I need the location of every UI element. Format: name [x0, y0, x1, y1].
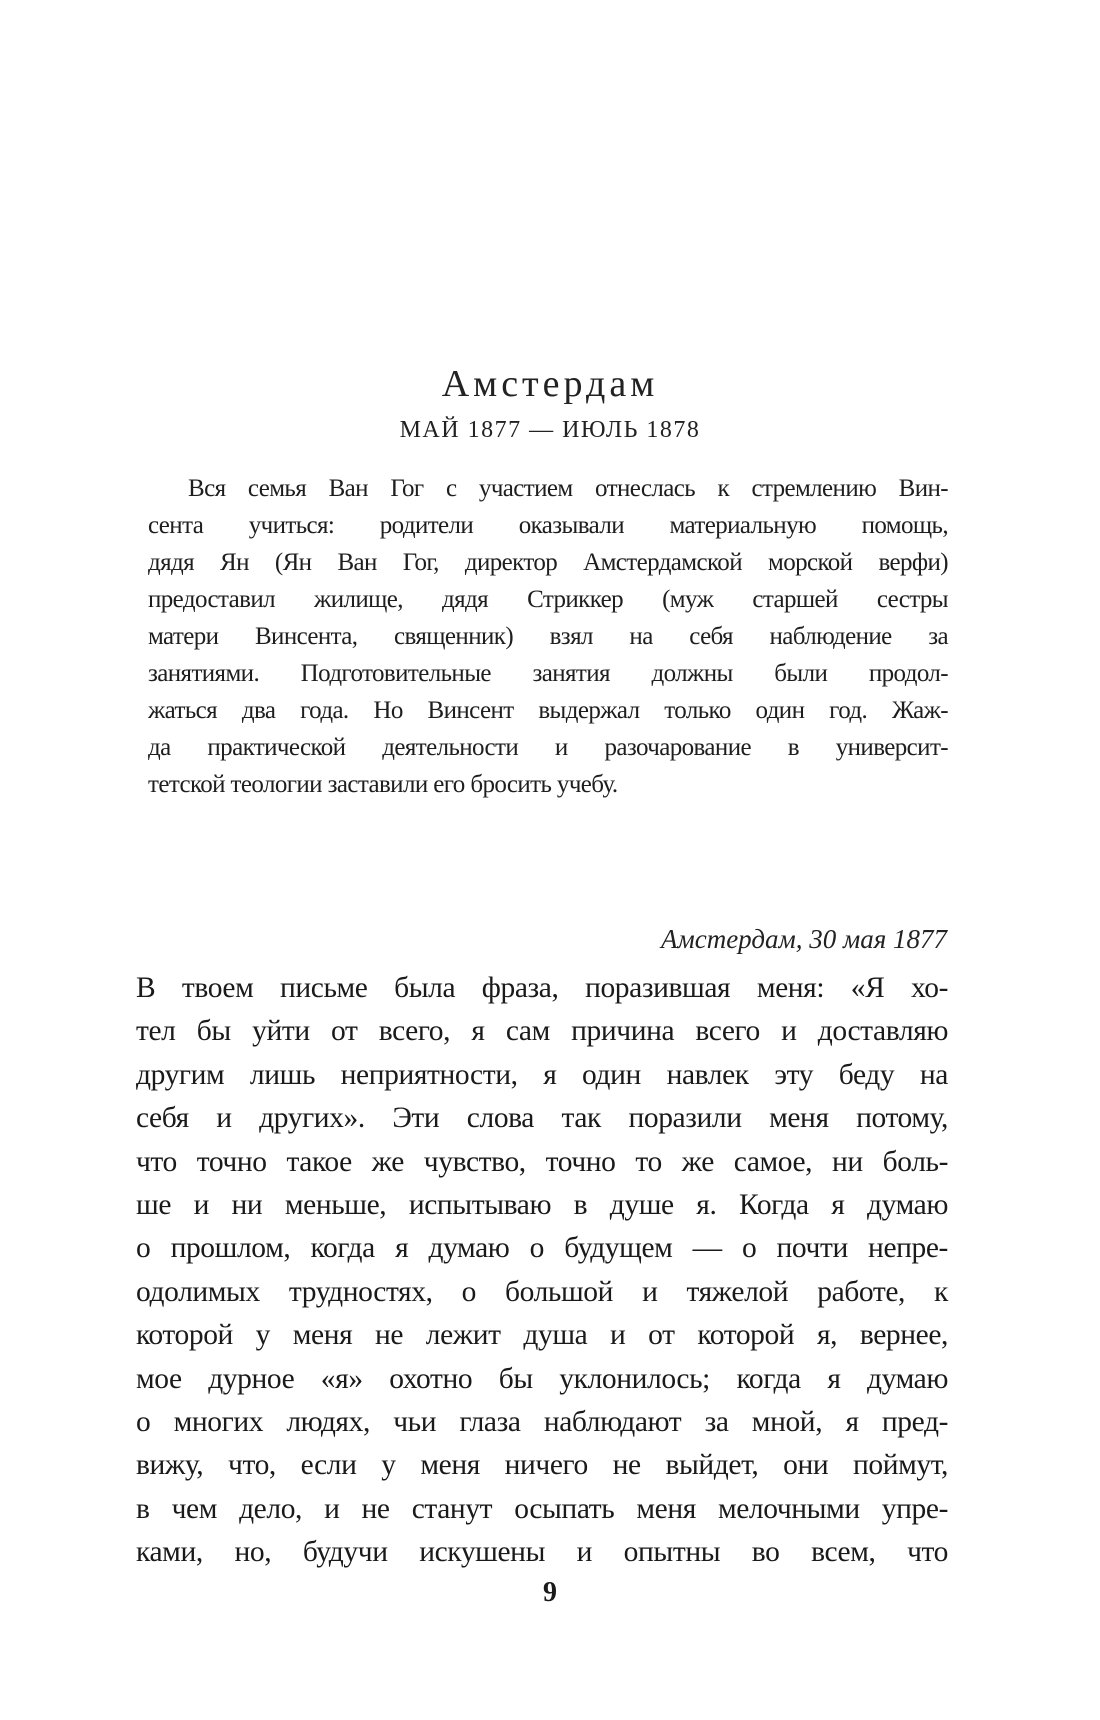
intro-line: предоставил жилище, дядя Стриккер (муж старшей сестры [148, 586, 948, 613]
letter-line: которой у меня не лежит душа и от которой я, вернее, [136, 1319, 948, 1352]
letter-line: что точно такое же чувство, точно то же самое, ни боль- [136, 1145, 948, 1178]
chapter-title: Амстердам [441, 363, 659, 405]
intro-line: да практической деятельности и разочарование в университ- [148, 734, 948, 761]
letter-line: о прошлом, когда я думаю о будущем — о почти непре- [136, 1232, 948, 1265]
letter-line: В твоем письме была фраза, поразившая меня: «Я хо- [136, 972, 948, 1004]
letter-line: ками, но, будучи искушены и опытны во всем, что [136, 1536, 948, 1569]
letter-line: тел бы уйти от всего, я сам причина всего и доставляю [136, 1015, 948, 1048]
intro-line: дядя Ян (Ян Ван Гог, директор Амстердамской морской верфи) [148, 549, 948, 576]
letter-dateline: Амстердам, 30 мая 1877 [660, 924, 947, 954]
letter-body [136, 967, 948, 1575]
letter-line: в чем дело, и не станут осыпать меня мелочными упре- [136, 1492, 948, 1525]
intro-line: занятиями. Подготовительные занятия должны были продол- [148, 660, 948, 687]
intro-line: Вся семья Ван Гог с участием отнеслась к стремлению Вин- [188, 475, 948, 502]
letter-line: ше и ни меньше, испытываю в душе я. Когда я думаю [136, 1189, 948, 1222]
letter-line: одолимых трудностях, о большой и тяжелой работе, к [136, 1275, 948, 1308]
intro-line: тетской теологии заставили его бросить учебу. [148, 771, 618, 798]
intro-line: сента учиться: родители оказывали материальную помощь, [148, 512, 948, 539]
letter-line: мое дурное «я» охотно бы уклонилось; когда я думаю [136, 1362, 948, 1395]
letter-line: другим лишь неприятности, я один навлек эту беду на [136, 1058, 948, 1091]
letter-line: о многих людях, чьи глаза наблюдают за мной, я пред- [136, 1406, 948, 1439]
letter-line: вижу, что, если у меня ничего не выйдет, они поймут, [136, 1449, 948, 1482]
chapter-intro [148, 470, 948, 803]
chapter-dates: МАЙ 1877 — ИЮЛЬ 1878 [399, 417, 701, 443]
letter-line: себя и других». Эти слова так поразили меня потому, [136, 1102, 948, 1135]
page-number: 9 [543, 1577, 557, 1608]
intro-line: матери Винсента, священник) взял на себя наблюдение за [148, 623, 948, 650]
intro-line: жаться два года. Но Винсент выдержал только один год. Жаж- [148, 697, 948, 724]
